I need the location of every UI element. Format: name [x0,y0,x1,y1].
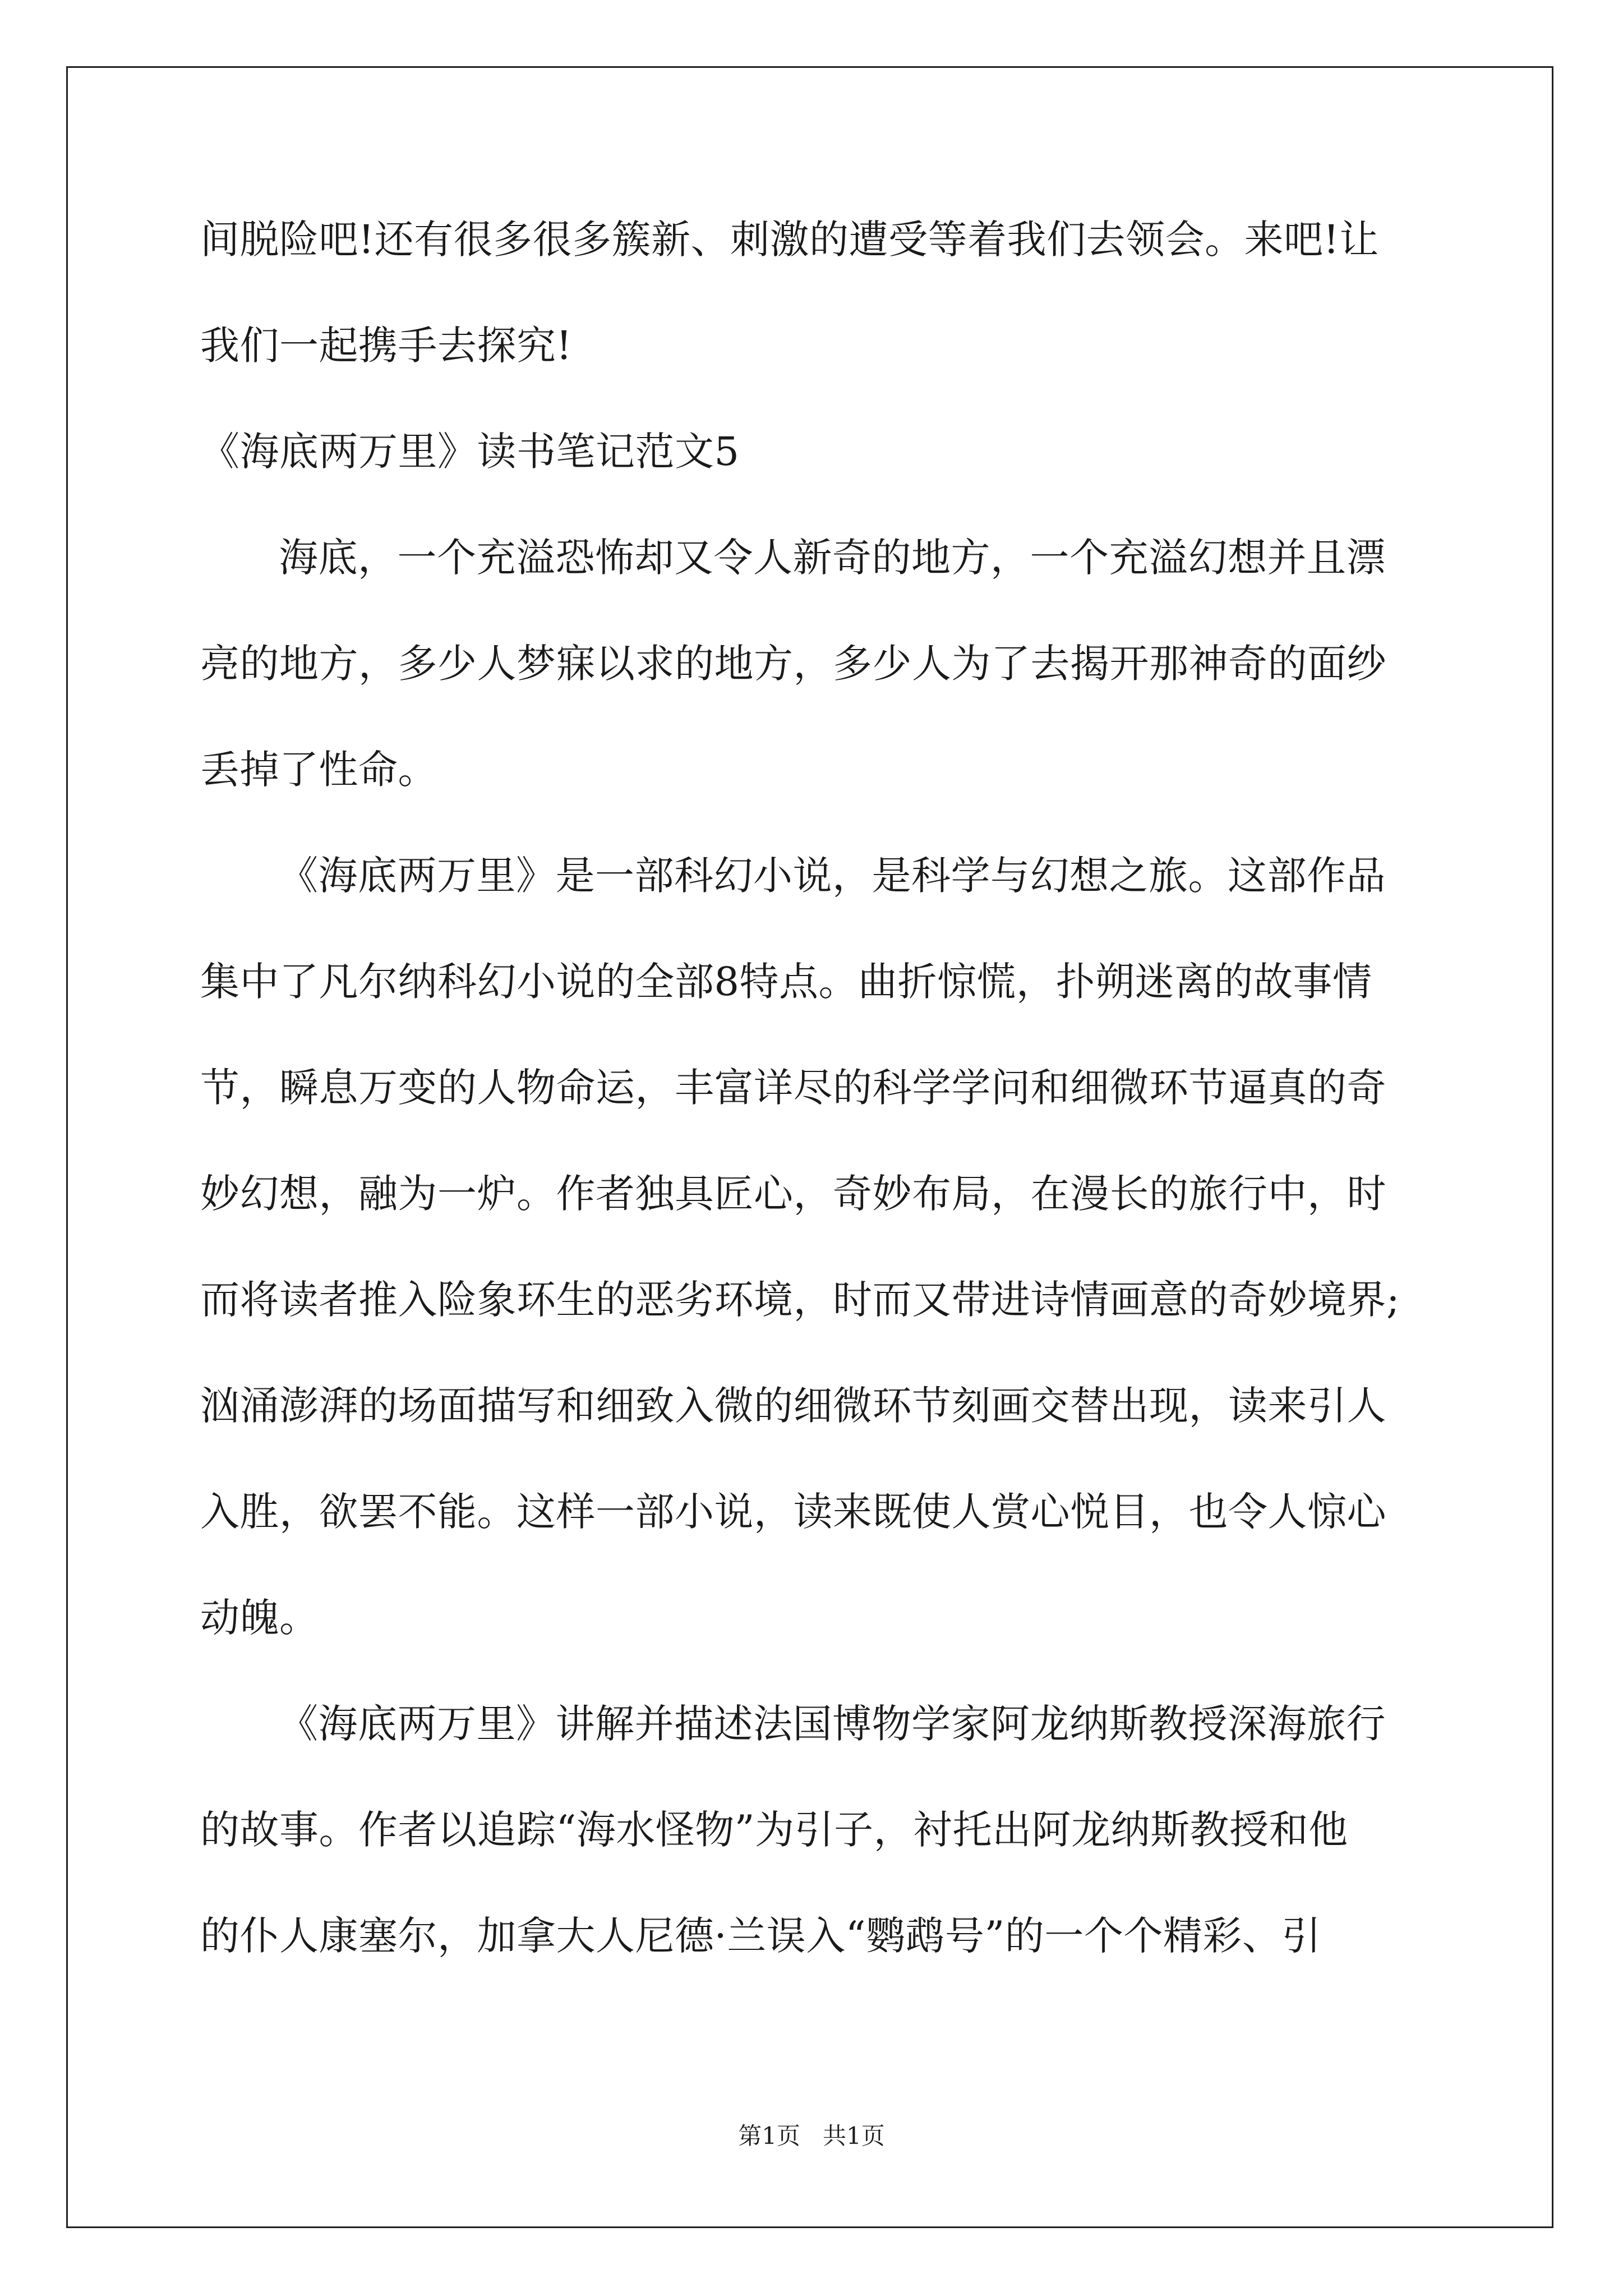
text-line: 而将读者推入险象环生的恶劣环境，时而又带进诗情画意的奇妙境界; [200,1277,1400,1323]
section-heading: 《海底两万里》读书笔记范文5 [200,429,740,475]
text-line: 动魄。 [200,1595,319,1641]
text-line: 海底，一个充溢恐怖却又令人新奇的地方，一个充溢幻想并且漂 [279,535,1386,581]
document-body [200,213,1434,2016]
page-footer: 第1页 共1页 [738,2122,885,2150]
text-line: 《海底两万里》是一部科幻小说，是科学与幻想之旅。这部作品 [279,853,1386,899]
text-line: 间脱险吧!还有很多很多簇新、刺激的遭受等着我们去领会。来吧!让 [200,217,1379,263]
text-line: 亮的地方，多少人梦寐以求的地方，多少人为了去揭开那神奇的面纱 [200,641,1386,687]
text-line: 《海底两万里》讲解并描述法国博物学家阿龙纳斯教授深海旅行 [279,1701,1386,1747]
text-line: 妙幻想，融为一炉。作者独具匠心，奇妙布局，在漫长的旅行中，时 [200,1171,1386,1217]
text-line: 的故事。作者以追踪“海水怪物”为引子，衬托出阿龙纳斯教授和他 [200,1807,1348,1853]
text-line: 的仆人康塞尔，加拿大人尼德·兰误入“鹦鹉号”的一个个精彩、引 [200,1913,1321,1959]
text-line: 我们一起携手去探究! [200,323,573,369]
text-line: 入胜，欲罢不能。这样一部小说，读来既使人赏心悦目，也令人惊心 [200,1489,1386,1535]
text-line: 汹涌澎湃的场面描写和细致入微的细微环节刻画交替出现，读来引人 [200,1383,1386,1429]
text-line: 节，瞬息万变的人物命运，丰富详尽的科学学问和细微环节逼真的奇 [200,1065,1386,1111]
text-line: 丢掉了性命。 [200,747,437,793]
text-line: 集中了凡尔纳科幻小说的全部8特点。曲折惊慌，扑朔迷离的故事情 [200,959,1372,1005]
